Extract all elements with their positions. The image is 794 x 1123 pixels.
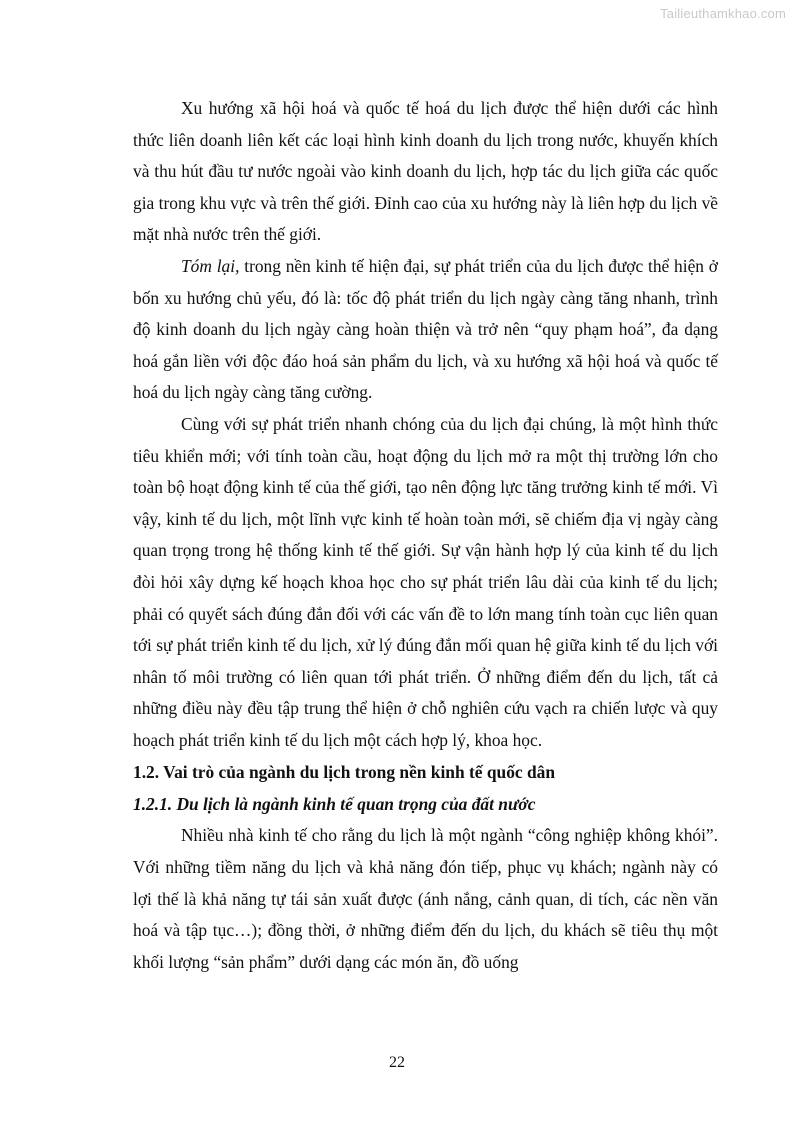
document-body [133, 93, 718, 978]
subsection-heading-1-2-1: 1.2.1. Du lịch là ngành kinh tế quan trọng của đất nước [133, 794, 536, 815]
paragraph-3: Cùng với sự phát triển nhanh chóng của du lịch đại chúng, là một hình thức tiêu khiển mới; với tính toàn cầu, hoạt động du lịch mở ra một thị trường lớn cho toàn bộ hoạt động kinh tế của thế giới, tạo nên động lực tăng trưởng kinh tế mới. Vì vậy, kinh tế du lịch, một lĩnh vực kinh tế hoàn toàn mới, sẽ chiếm địa vị ngày càng quan trọng trong hệ thống kinh tế thế giới. Sự vận hành hợp lý của kinh tế du lịch đòi hỏi xây dựng kế hoạch khoa học cho sự phát triển lâu dài của kinh tế du lịch; phải có quyết sách đúng đắn đối với các vấn đề to lớn mang tính toàn cục liên quan tới sự phát triển kinh tế du lịch, xử lý đúng đắn mối quan hệ giữa kinh tế du lịch với nhân tố môi trường có liên quan tới phát triển. Ở những điểm đến du lịch, tất cả những điều này đều tập trung thể hiện ở chỗ nghiên cứu vạch ra chiến lược và quy hoạch phát triển kinh tế du lịch một cách hợp lý, khoa học. [133, 413, 718, 750]
paragraph-1: Xu hướng xã hội hoá và quốc tế hoá du lịch được thể hiện dưới các hình thức liên doanh liên kết các loại hình kinh doanh du lịch trong nước, khuyến khích và thu hút đầu tư nước ngoài vào kinh doanh du lịch, hợp tác du lịch giữa các quốc gia trong khu vực và trên thế giới. Đỉnh cao của xu hướng này là liên hợp du lịch về mặt nhà nước trên thế giới. [133, 98, 718, 245]
section-heading-1-2: 1.2. Vai trò của ngành du lịch trong nền kinh tế quốc dân [133, 762, 556, 783]
watermark-text: Tailieuthamkhao.com [660, 6, 786, 21]
paragraph-4: Nhiều nhà kinh tế cho rằng du lịch là một ngành “công nghiệp không khói”. Với những tiềm năng du lịch và khả năng đón tiếp, phục vụ khách; ngành này có lợi thế là khả năng tự tái sản xuất được (ánh nắng, cảnh quan, di tích, các nền văn hoá và tập tục…); đồng thời, ở những điểm đến du lịch, du khách sẽ tiêu thụ một khối lượng “sản phẩm” dưới dạng các món ăn, đồ uống [133, 825, 718, 972]
page-number: 22 [389, 1054, 405, 1071]
paragraph-2-lead: Tóm lại, [181, 255, 240, 276]
paragraph-2 [133, 251, 718, 409]
paragraph-2-text: trong nền kinh tế hiện đại, sự phát triển của du lịch được thể hiện ở bốn xu hướng chủ yếu, đó là: tốc độ phát triển du lịch ngày càng tăng nhanh, trình độ kinh doanh du lịch ngày càng hoàn thiện và trở nên “quy phạm hoá”, đa dạng hoá gắn liền với độc đáo hoá sản phẩm du lịch, và xu hướng xã hội hoá và quốc tế hoá du lịch ngày càng tăng cường. [133, 255, 718, 403]
